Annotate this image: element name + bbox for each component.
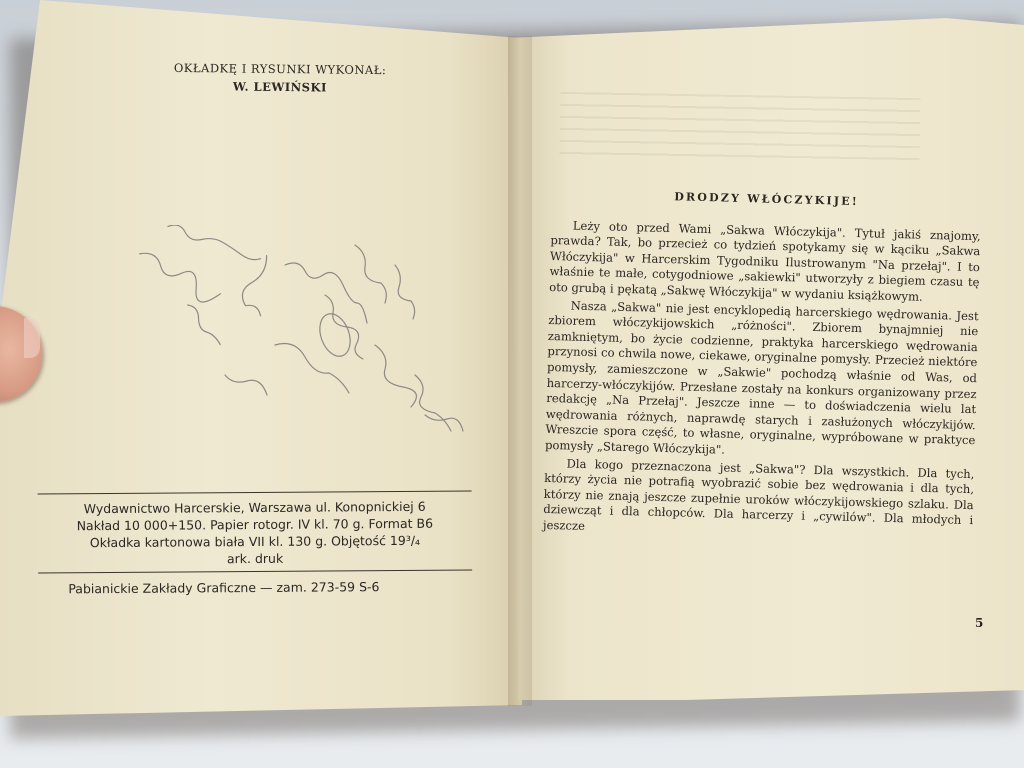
- imprint-line: Okładka kartonowa biała VII kl. 130 g. Objętość 19³/₄: [89, 532, 421, 551]
- credit-label: OKŁADKĘ I RYSUNKI WYKONAŁ:: [173, 60, 387, 78]
- imprint-line: ark. druk: [226, 550, 284, 567]
- imprint-block: [38, 491, 473, 572]
- thumbnail-highlight: [24, 318, 40, 358]
- foreword-paragraph: Dla kogo przeznaczona jest „Sakwa"? Dla wszystkich. Dla tych, którzy życia nie potrafią wyobrazić sobie bez wędrowania i dla tych, którzy nie znają jeszcze zupełnie uroków włóczykijowskiego szlaku. Dla dziewcząt i dla chłopców. Dla harcerzy i „cywilów". Dla młodych i jeszcze: [542, 455, 975, 533]
- publisher-imprint: [38, 490, 473, 604]
- printer-line: Pabianickie Zakłady Graficzne — zam. 273-59 S-6: [68, 579, 380, 597]
- pencil-inscription: [125, 225, 485, 455]
- foreword-text: [543, 180, 982, 547]
- page-number: 5: [975, 616, 984, 630]
- illustrator-credit: [130, 60, 430, 95]
- foreword-paragraph: Nasza „Sakwa" nie jest encyklopedią harcerskiego wędrowania. Jest zbiorem włóczykijowskich „różności". Zbiorem bynajmniej nie zamkniętym, bo życie codzienne, praktyka harcerskiego wędrowania przynosi co chwila nowe, ciekawe, oryginalne pomysły. Przecież niektóre pomysły, zamieszczone w „Sakwie" pochodzą właśnie od Was, od harcerzy-włóczykijów. Przesłane zostały na konkurs organizowany przez redakcję „Na Przełaj". Jeszcze inne — to doświadczenia wielu lat wędrowania różnych, naprawdę starych i zasłużonych włóczykijów. Wreszcie spora część, to własne, oryginalne, wypróbowane w praktyce pomysły „Starego Włóczykija".: [544, 298, 979, 457]
- show-through-text: [559, 92, 920, 168]
- foreword-heading: DRODZY WŁÓCZYKIJE!: [674, 190, 860, 209]
- credit-name: W. LEWIŃSKI: [232, 79, 327, 95]
- imprint-line: Nakład 10 000+150. Papier rotogr. IV kl. 70 g. Format B6: [76, 515, 434, 534]
- book-gutter: [508, 36, 532, 706]
- imprint-line: Wydawnictwo Harcerskie, Warszawa ul. Konopnickiej 6: [83, 498, 426, 517]
- show-through-title: [78, 188, 488, 214]
- foreword-paragraph: Leży oto przed Wami „Sakwa Włóczykija". Tytuł jakiś znajomy, prawda? Tak, bo przecież co tydzień spotykamy się w kąciku „Sakwa Włóczykija" w Harcerskim Tygodniku Ilustrowanym "Na przełaj". I to właśnie te małe, cotygodniowe „sakiewki" utworzyły z biegiem czasu tę oto grubą i pękatą „Sakwę Włóczykija" w wydaniu książkowym.: [549, 218, 981, 304]
